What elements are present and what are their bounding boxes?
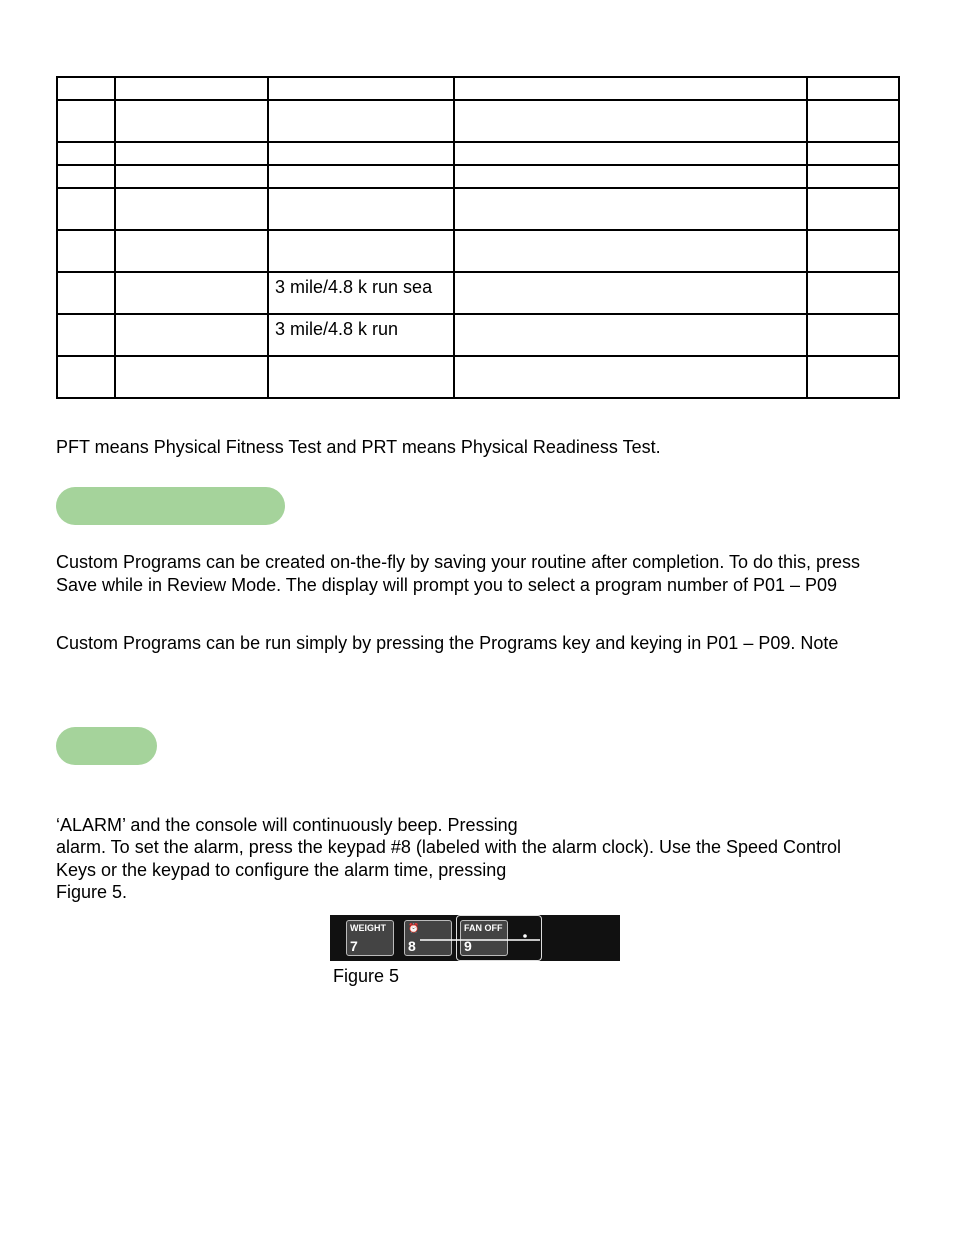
- table-cell: [807, 356, 899, 398]
- custom-programs-heading-bar: [56, 487, 285, 525]
- table-cell-text: [814, 357, 892, 360]
- weight-key-number: 7: [350, 938, 358, 954]
- table-cell: [807, 314, 899, 356]
- table-cell-text: [461, 189, 800, 192]
- table-cell: [57, 272, 115, 314]
- pft-prt-note: PFT means Physical Fitness Test and PRT means Physical Readiness Test.: [56, 437, 661, 457]
- keypad-figure: [330, 915, 620, 961]
- table-cell: [807, 142, 899, 165]
- alarm-line-1: ‘ALARM’ and the console will continuously beep. Pressing: [56, 815, 518, 835]
- table-cell: [807, 272, 899, 314]
- table-cell: [115, 100, 268, 142]
- table-cell: [268, 77, 454, 100]
- table-cell-text: [64, 166, 108, 169]
- table-cell: [268, 100, 454, 142]
- table-cell: [454, 230, 807, 272]
- table-cell-text: [814, 189, 892, 192]
- table-cell: [115, 77, 268, 100]
- table-cell-text: [122, 273, 261, 276]
- table-cell: [807, 77, 899, 100]
- table-cell-text: [814, 78, 892, 81]
- table-cell: [807, 165, 899, 188]
- table-row: [57, 142, 899, 165]
- table-cell-text: [122, 315, 261, 318]
- table-cell: [454, 272, 807, 314]
- table-cell-text: [275, 189, 447, 192]
- table-cell: [807, 230, 899, 272]
- alarm-line-3: Keys or the keypad to configure the alarm time, pressing: [56, 860, 507, 880]
- table-cell-text: [814, 315, 892, 318]
- table-cell-text: [64, 357, 108, 360]
- table-cell: [268, 188, 454, 230]
- fan-off-key-number: 9: [464, 938, 472, 954]
- table-cell-text: [64, 273, 108, 276]
- custom-programs-line-2: Save while in Review Mode. The display will prompt you to select a program number of P01 – P09: [56, 575, 838, 595]
- table-cell-text: [461, 231, 800, 234]
- table-cell: [57, 356, 115, 398]
- table-cell-text: [122, 143, 261, 146]
- table-cell: [115, 188, 268, 230]
- figure-caption: Figure 5: [333, 966, 400, 986]
- table-cell-text: [275, 143, 447, 146]
- table-cell: [268, 165, 454, 188]
- table-cell: [454, 142, 807, 165]
- alarm-clock-icon: ⏰: [408, 923, 420, 933]
- table-cell: [115, 142, 268, 165]
- table-cell: [454, 100, 807, 142]
- table-cell-text: [122, 101, 261, 104]
- table-cell-text: [64, 189, 108, 192]
- table-cell-text: [275, 166, 447, 169]
- table-cell-text: [122, 189, 261, 192]
- table-cell: [57, 100, 115, 142]
- callout-line: [330, 915, 620, 961]
- table-cell-text: [814, 143, 892, 146]
- table-cell-text: [814, 101, 892, 104]
- table-cell-text: [122, 78, 261, 81]
- table-row: [57, 77, 899, 100]
- alarm-key-number: 8: [408, 938, 416, 954]
- programs-table: [56, 76, 900, 399]
- table-cell-text: [461, 315, 800, 318]
- table-cell-text: [64, 315, 108, 318]
- table-row: [57, 100, 899, 142]
- custom-programs-line-3: Custom Programs can be run simply by pressing the Programs key and keying in P01 – P09. Note: [56, 633, 839, 653]
- table-cell-text: 3 mile/4.8 k run: [275, 319, 399, 339]
- table-cell: [454, 188, 807, 230]
- table-cell-text: [814, 166, 892, 169]
- table-cell-text: [122, 166, 261, 169]
- table-row: [57, 165, 899, 188]
- fan-off-key-label: FAN OFF: [464, 923, 503, 933]
- custom-programs-line-1: Custom Programs can be created on-the-fly by saving your routine after completion. To do this, press: [56, 552, 861, 572]
- table-cell-text: [461, 357, 800, 360]
- table-cell: [57, 314, 115, 356]
- table-cell-text: [122, 231, 261, 234]
- table-cell: [115, 314, 268, 356]
- alarm-line-2: alarm. To set the alarm, press the keypad #8 (labeled with the alarm clock). Use the Speed Control: [56, 837, 842, 857]
- table-cell: [454, 77, 807, 100]
- table-row: [57, 314, 899, 356]
- table-cell: [268, 272, 454, 314]
- table-cell-text: [461, 101, 800, 104]
- table-cell: [807, 100, 899, 142]
- table-cell: [57, 77, 115, 100]
- alarm-line-4: Figure 5.: [56, 882, 128, 902]
- table-cell: [454, 165, 807, 188]
- table-cell-text: [64, 231, 108, 234]
- table-cell: [268, 314, 454, 356]
- table-cell: [454, 314, 807, 356]
- table-row: [57, 356, 899, 398]
- table-cell: [268, 356, 454, 398]
- weight-key-label: WEIGHT: [350, 923, 386, 933]
- table-cell: [268, 142, 454, 165]
- table-cell-text: [461, 166, 800, 169]
- table-row: [57, 230, 899, 272]
- table-row: [57, 188, 899, 230]
- table-cell: [115, 272, 268, 314]
- table-cell: [115, 165, 268, 188]
- alarm-heading-bar: [56, 727, 157, 765]
- table-cell-text: [814, 273, 892, 276]
- table-cell-text: [461, 78, 800, 81]
- table-cell-text: [64, 143, 108, 146]
- table-cell-text: [461, 143, 800, 146]
- table-cell: [807, 188, 899, 230]
- table-cell: [115, 230, 268, 272]
- table-cell-text: [275, 78, 447, 81]
- table-row: [57, 272, 899, 314]
- table-cell: [115, 356, 268, 398]
- table-cell-text: [64, 101, 108, 104]
- table-cell-text: [275, 231, 447, 234]
- table-cell: [454, 356, 807, 398]
- table-cell-text: [64, 78, 108, 81]
- table-cell-text: [814, 231, 892, 234]
- table-cell-text: [275, 357, 447, 360]
- table-cell: [57, 230, 115, 272]
- table-cell-text: [122, 357, 261, 360]
- table-cell-text: [461, 273, 800, 276]
- table-cell: [57, 188, 115, 230]
- table-cell: [57, 165, 115, 188]
- table-cell-text: 3 mile/4.8 k run sea: [275, 277, 433, 297]
- table-cell: [57, 142, 115, 165]
- table-cell: [268, 230, 454, 272]
- table-cell-text: [275, 101, 447, 104]
